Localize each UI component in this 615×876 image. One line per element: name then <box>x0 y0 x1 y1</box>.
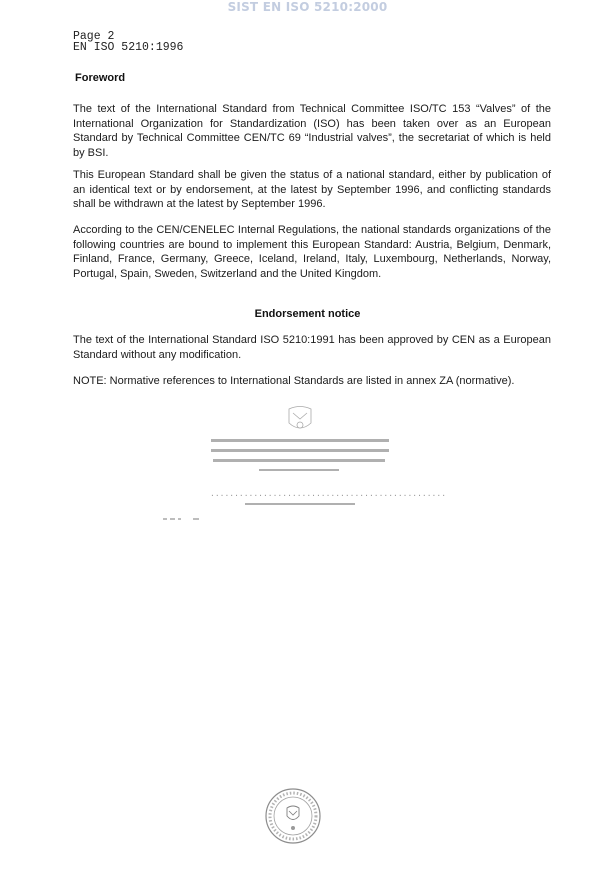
document-id: EN ISO 5210:1996 <box>73 41 184 54</box>
circular-seal-icon <box>263 786 323 846</box>
page-number: Page 2 <box>73 30 115 43</box>
endorsement-note: NOTE: Normative references to International Standards are listed in annex ZA (normative). <box>73 375 515 387</box>
endorsement-text: The text of the International Standard ISO 5210:1991 has been approved by CEN as a European Standard without any modification. <box>73 334 551 361</box>
endorsement-heading: Endorsement notice <box>254 308 361 320</box>
foreword-paragraph-1: The text of the International Standard from Technical Committee ISO/TC 153 “Valves” of the International Organization for Standardization (ISO) has been taken over as an European Standard by Technical Committee CEN/TC 69 “Industrial valves”, the secretariat of which is held by BSI. <box>73 103 551 159</box>
foreword-paragraph-3: According to the CEN/CENELEC Internal Regulations, the national standards organizations of the following countries are bound to implement this European Standard: Austria, Belgium, Denmark, Finland, France, Germany, Greece, Iceland, Ireland, Italy, Luxembourg, Netherlands, Norway, Portugal, Spain, Sweden, Switzerland and the United Kingdom. <box>73 224 551 280</box>
faded-official-stamp: ................................................. <box>205 403 395 521</box>
stamp-emblem-icon <box>205 403 395 521</box>
scan-artifact <box>163 515 208 525</box>
watermark: SIST EN ISO 5210:2000 <box>227 0 388 14</box>
foreword-heading: Foreword <box>75 72 126 84</box>
foreword-paragraph-2: This European Standard shall be given the status of a national standard, either by publication of an identical text or by endorsement, at the latest by September 1996, and conflicting standards shall be withdrawn at the latest by September 1996. <box>73 169 551 211</box>
